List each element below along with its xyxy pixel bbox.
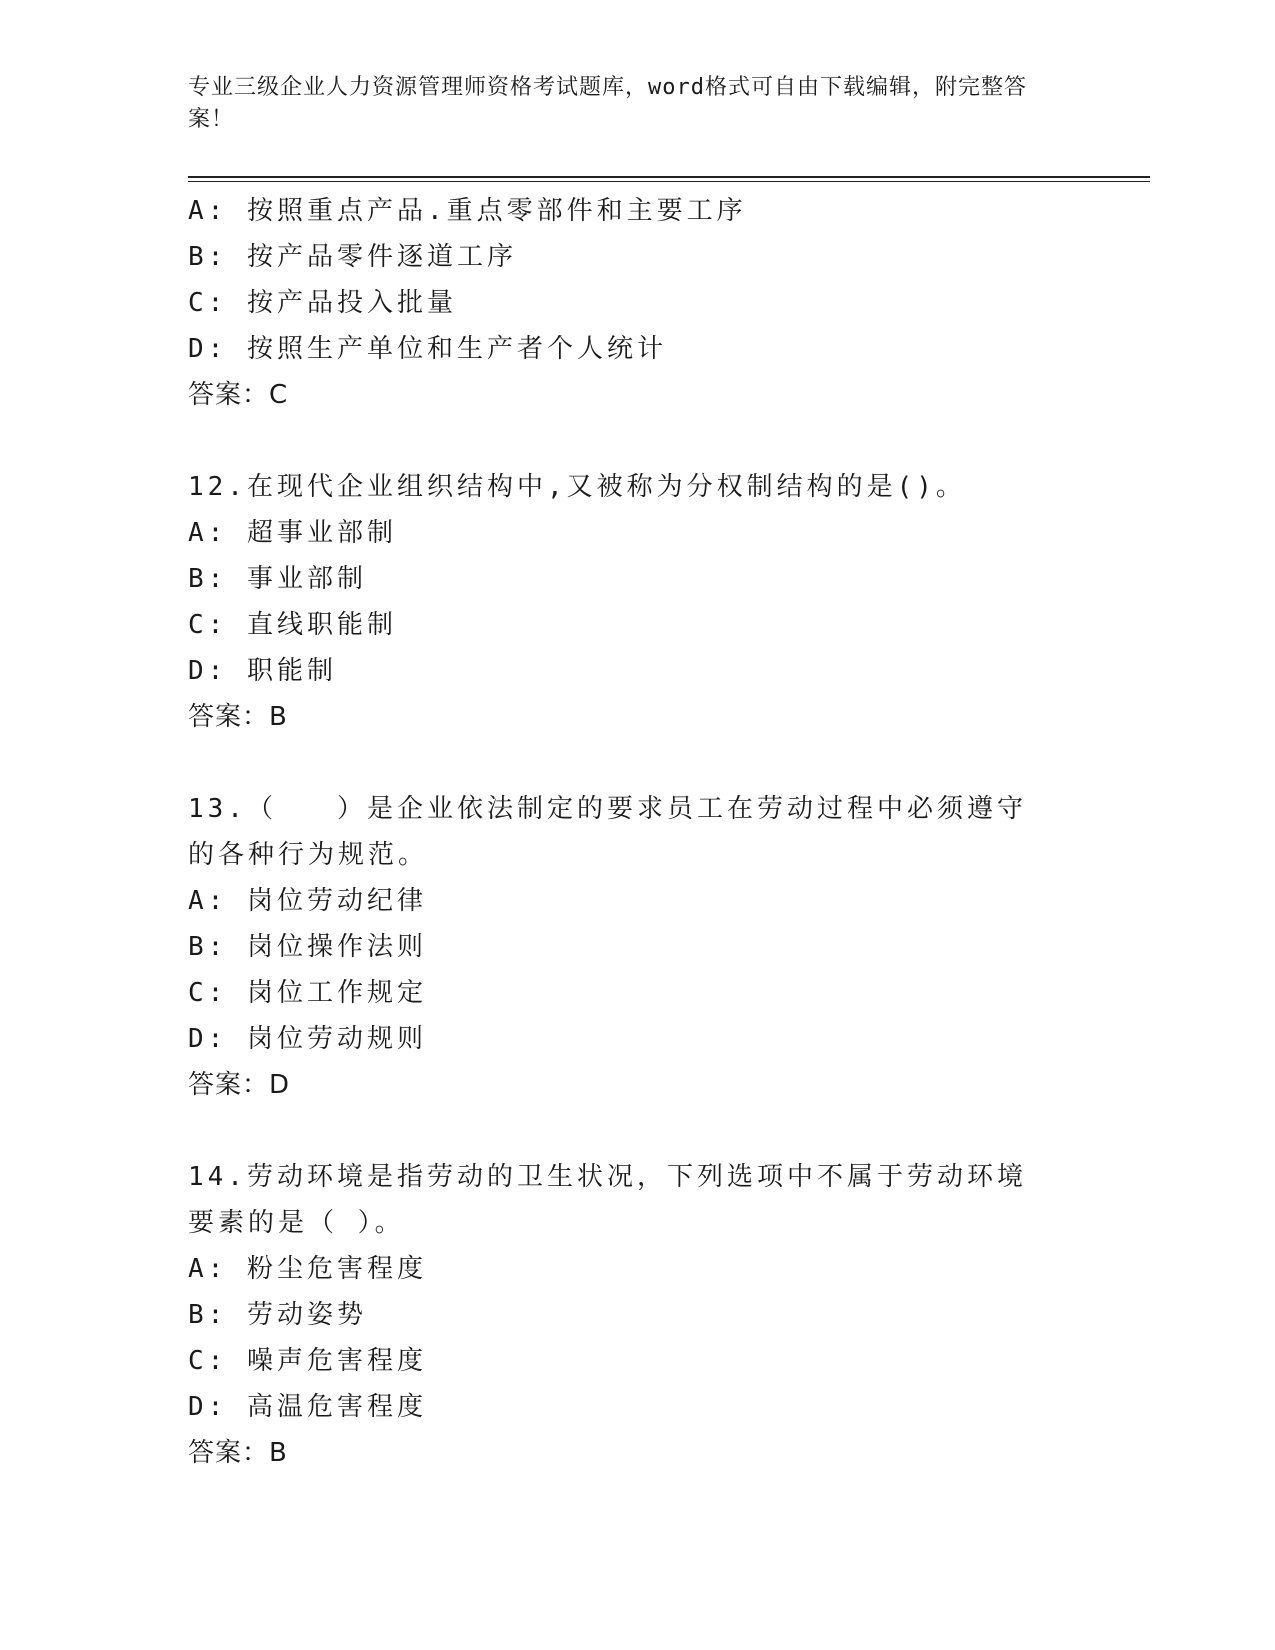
spacer [188,740,1088,786]
option-d: D: 职能制 [188,656,337,686]
header-text: 专业三级企业人力资源管理师资格考试题库，word格式可自由下载编辑，附完整答案！ [188,75,1027,132]
spacer [188,1108,1088,1154]
option-d: D: 高温危害程度 [188,1392,427,1422]
option-c: C: 噪声危害程度 [188,1346,427,1376]
answer-line: 答案：B [188,702,288,732]
header-divider [188,176,1150,182]
option-a: A: 岗位劳动纪律 [188,886,427,916]
question-text: 13.（ ）是企业依法制定的要求员工在劳动过程中必须遵守的各种行为规范。 [188,794,1027,870]
option-d: D: 按照生产单位和生产者个人统计 [188,334,667,364]
option-c: C: 直线职能制 [188,610,397,640]
option-a: A: 超事业部制 [188,518,397,548]
answer-line: 答案：D [188,1070,291,1100]
question-text: 12.在现代企业组织结构中,又被称为分权制结构的是()。 [188,472,966,502]
option-d: D: 岗位劳动规则 [188,1024,427,1054]
question-block-12 [188,464,1088,740]
option-c: C: 岗位工作规定 [188,978,427,1008]
question-text: 14.劳动环境是指劳动的卫生状况，下列选项中不属于劳动环境要素的是（ ）。 [188,1162,1027,1238]
question-block-13 [188,786,1088,1108]
spacer [188,418,1088,464]
option-c: C: 按产品投入批量 [188,288,457,318]
option-b: B: 事业部制 [188,564,367,594]
question-block-14 [188,1154,1088,1476]
option-a: A: 按照重点产品.重点零部件和主要工序 [188,196,747,226]
answer-line: 答案：C [188,380,289,410]
question-list [188,188,1088,1476]
option-a: A: 粉尘危害程度 [188,1254,427,1284]
answer-line: 答案：B [188,1438,288,1468]
option-b: B: 岗位操作法则 [188,932,427,962]
question-block-11 [188,188,1088,418]
option-b: B: 按产品零件逐道工序 [188,242,517,272]
option-b: B: 劳动姿势 [188,1300,367,1330]
